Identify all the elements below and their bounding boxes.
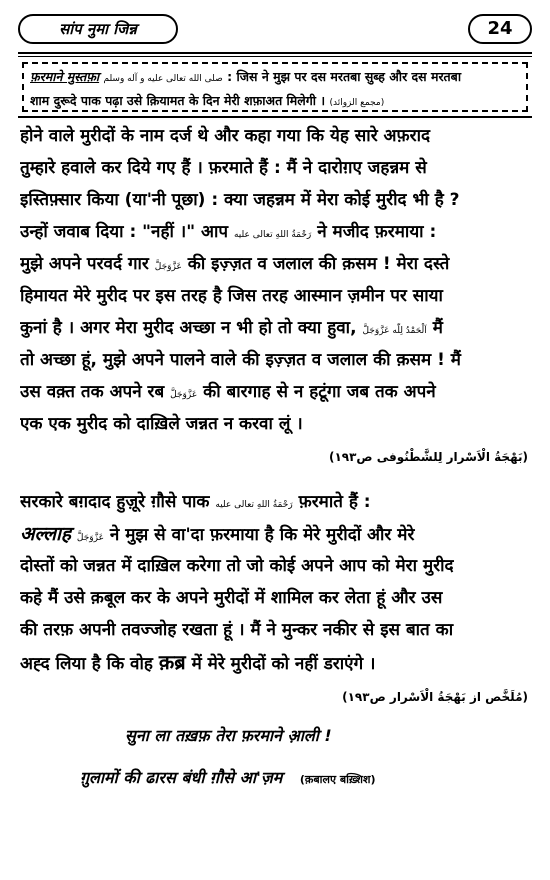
page-number: 24 (468, 14, 532, 44)
body-line (20, 248, 532, 283)
poem-line-1: सुना ला तख़फ़ तेरा फ़रमाने आ़ली ! (125, 726, 332, 745)
body-line: दोस्तों को जन्नत में दाख़िल करेगा तो जो कोई अपने आप को मेरा मुरीद (20, 556, 454, 576)
hadith-box (22, 62, 528, 112)
body-text: उस वक़्त तक अपने रब (20, 382, 165, 402)
body-line: तो अच्छा हूं, मुझे अपने पालने वाले की इज़्ज़त व जलाल की क़सम ! मैं (20, 350, 461, 370)
body-line (20, 518, 532, 554)
body-text: अह्द लिया है कि वोह (20, 654, 153, 674)
body-text: ने मुझ से वा'दा फ़रमाया है कि मेरे मुरीदों और मेरे (109, 525, 415, 545)
body-text: फ़रमाते हैं : (298, 492, 371, 512)
qabr-text: क़ब्र (158, 650, 186, 674)
body-text: सरकारे बग़दाद हुज़ूरे ग़ौसे पाक (20, 492, 210, 512)
body-text: कुनां है । अगर मेरा मुरीद अच्छा न भी हो तो क्या हुवा, (20, 318, 357, 338)
reference-1: (بَهْجَةُ الْاَسْرار لِلشَّطْنُوفى ص١٩٣) (328, 450, 528, 464)
body-line: की तरफ़ अपनी तवज्जोह रखता हूं । मैं ने मुन्कर नकीर से इस बात का (20, 620, 454, 640)
poem-line-2 (80, 766, 376, 788)
hadith-line-2 (30, 90, 520, 112)
body-line: हिमायत मेरे मुरीद पर इस तरह है जिस तरह आस्मान ज़मीन पर साया (20, 286, 443, 306)
body-text: में मेरे मुरीदों को नहीं डराएंगे । (191, 654, 376, 674)
body-text: मैं (432, 318, 443, 338)
hadith-reference: (مجمع الزوائد) (329, 98, 385, 108)
book-title: सांप नुमा जिन्न (18, 14, 178, 44)
body-line (20, 312, 532, 347)
body-line: तुम्हारे हवाले कर दिये गए हैं । फ़रमाते हैं : मैं ने दारोग़ए जहन्नम से (20, 158, 427, 178)
body-text: की बारगाह से न हटूंगा जब तक अपने (203, 382, 436, 402)
hadith-text-1: : जिस ने मुझ पर दस मरतबा सुब्ह और दस मरतबा (227, 69, 462, 84)
body-text: उन्हों जवाब दिया : "नहीं ।" आप (20, 222, 229, 242)
poem-text: ग़ुलामों की ढारस बंधी ग़ौसे आ'ज़म (80, 768, 283, 787)
reference-2: (مُلَخَّص از بَهْجَةُ الْاَسْرار ص١٩٣) (342, 690, 528, 704)
header-rule (18, 52, 532, 54)
body-line: होने वाले मुरीदों के नाम दर्ज थे और कहा गया कि येह सारे अफ़राद (20, 126, 431, 146)
body-line (20, 646, 532, 680)
section-rule (18, 116, 532, 118)
honorific-text: رَحْمَةُ اللهِ تعالى عليه (233, 230, 312, 240)
honorific-text: عَزَّوَجَلَّ (76, 533, 104, 543)
honorific-text: عَزَّوَجَلَّ (154, 262, 182, 272)
body-line: एक एक मुरीद को दाख़िले जन्नत न करवा लूं । (20, 414, 303, 434)
body-text: की इज़्ज़त व जलाल की क़सम ! मेरा दस्ते (187, 254, 450, 274)
praise-text: اَلْحَمْدُ لِلّٰه عَزَّوَجَلَّ (362, 326, 427, 336)
hadith-text-2: शाम दुरूदे पाक पढ़ा उसे क़ियामत के दिन मेरी शफ़ाअत मिलेगी । (30, 93, 326, 108)
honorific-text: عَزَّوَجَلَّ (170, 390, 198, 400)
body-line: कहे मैं उसे क़बूल कर के अपने मुरीदों में शामिल कर लेता हूं और उस (20, 588, 443, 608)
salutation-text: صلى الله تعالى عليه و آله وسلم (103, 74, 223, 84)
hadith-line-1 (30, 66, 520, 90)
poem-source: (क़बालए बख़्शिश) (299, 773, 376, 786)
honorific-text: رَحْمَةُ اللهِ تعالى عليه (215, 500, 293, 510)
body-line (20, 486, 532, 521)
body-text: ने मजीद फ़रमाया : (317, 222, 437, 242)
allah-text: अल्लाह (20, 523, 71, 545)
header-rule-thin (18, 56, 532, 57)
hadith-label: फ़रमाने मुस्तफ़ा (30, 69, 100, 84)
body-line (20, 216, 532, 251)
body-text: मुझे अपने परवर्द गार (20, 254, 149, 274)
body-line (20, 376, 532, 411)
body-line: इस्तिफ़्सार किया (या'नी पूछा) : क्या जहन्नम में मेरा कोई मुरीद भी है ? (20, 190, 460, 210)
